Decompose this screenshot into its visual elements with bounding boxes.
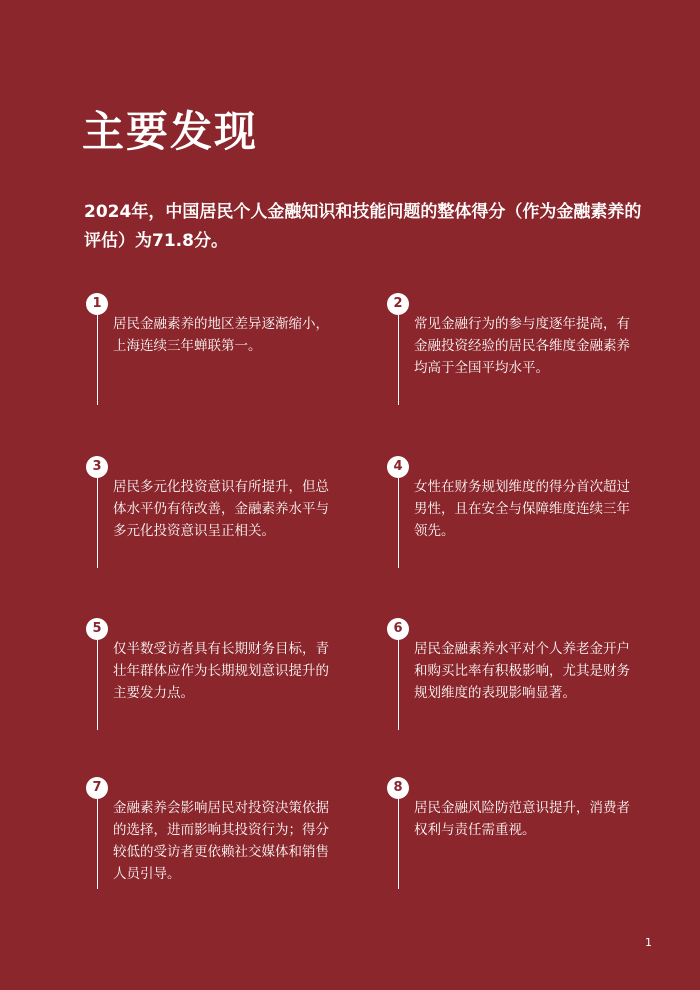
finding-number-badge: 1 [86, 293, 108, 315]
finding-number-badge: 4 [387, 456, 409, 478]
finding-text: 金融素养会影响居民对投资决策依据的选择，进而影响其投资行为；得分较低的受访者更依赖社交媒体和销售人员引导。 [113, 800, 329, 882]
finding-divider-line [97, 478, 98, 568]
finding-divider-line [97, 640, 98, 730]
finding-divider-line [398, 799, 399, 889]
finding-text: 仅半数受访者具有长期财务目标，青壮年群体应作为长期规划意识提升的主要发力点。 [113, 641, 329, 701]
finding-number-badge: 2 [387, 293, 409, 315]
finding-number-badge: 6 [387, 618, 409, 640]
finding-number-badge: 7 [86, 777, 108, 799]
finding-divider-line [97, 799, 98, 889]
finding-number-badge: 3 [86, 456, 108, 478]
finding-number-badge: 5 [86, 618, 108, 640]
finding-text: 居民金融素养的地区差异逐渐缩小，上海连续三年蝉联第一。 [113, 316, 329, 354]
finding-text: 常见金融行为的参与度逐年提高，有金融投资经验的居民各维度金融素养均高于全国平均水平。 [414, 316, 630, 376]
finding-number-badge: 8 [387, 777, 409, 799]
finding-divider-line [398, 640, 399, 730]
finding-text: 居民多元化投资意识有所提升，但总体水平仍有待改善，金融素养水平与多元化投资意识呈正相关。 [113, 479, 329, 539]
page-title: 主要发现 [82, 107, 259, 156]
finding-text: 居民金融风险防范意识提升，消费者权利与责任需重视。 [414, 800, 630, 838]
finding-text: 女性在财务规划维度的得分首次超过男性，且在安全与保障维度连续三年领先。 [414, 479, 630, 539]
finding-divider-line [398, 478, 399, 568]
finding-text: 居民金融素养水平对个人养老金开户和购买比率有积极影响，尤其是财务规划维度的表现影响显著。 [414, 641, 630, 701]
finding-divider-line [97, 315, 98, 405]
finding-divider-line [398, 315, 399, 405]
summary-text: 2024年，中国居民个人金融知识和技能问题的整体得分（作为金融素养的评估）为71.8分。 [84, 202, 642, 251]
page-number: 1 [645, 936, 652, 949]
